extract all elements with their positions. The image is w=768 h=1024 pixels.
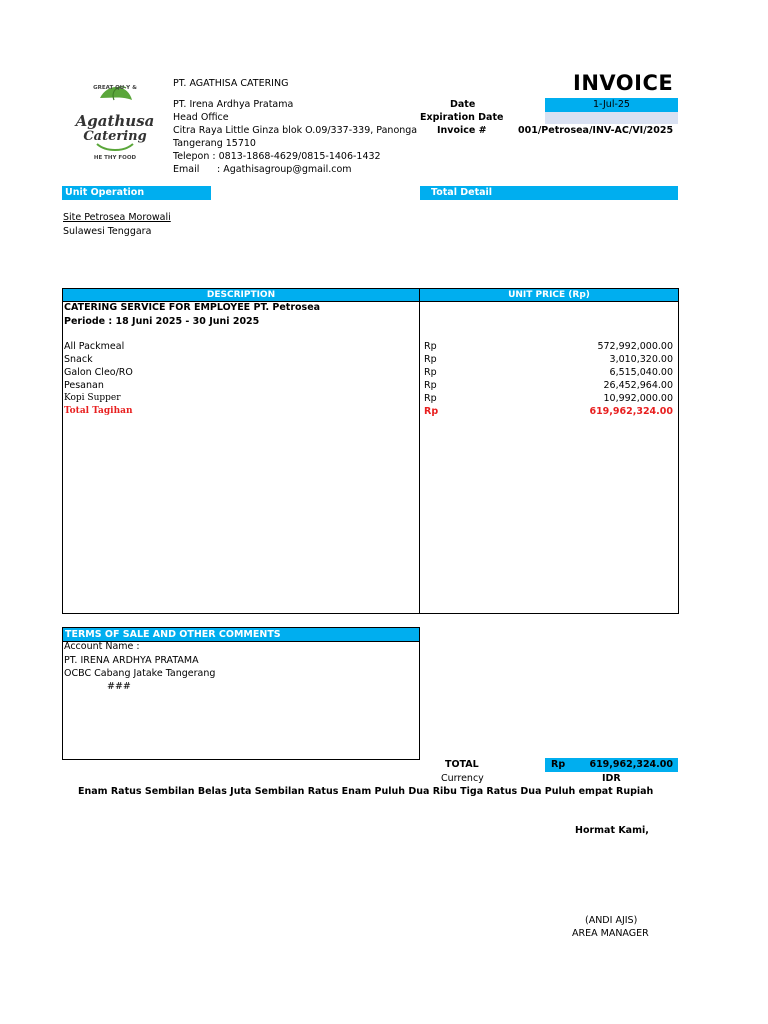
item-name: Kopi Supper [64,393,121,403]
logo-ring-top: GREAT QU Y & [93,85,137,91]
item-amount: 3,010,320.00 [609,354,673,365]
unit-price-header: UNIT PRICE (Rp) [420,289,678,302]
item-currency: Rp [424,354,437,365]
total-amount: 619,962,324.00 [589,759,673,770]
company-email-value: : Agathisagroup@gmail.com [217,164,352,175]
date-label: Date [450,99,476,110]
service-period: Periode : 18 Juni 2025 - 30 Juni 2025 [64,316,260,327]
unit-operation-bar: Unit Operation [62,186,211,200]
company-office: Head Office [173,112,229,123]
item-amount: 6,515,040.00 [609,367,673,378]
amount-in-words: Enam Ratus Sembilan Belas Juta Sembilan Ratus Enam Puluh Dua Ribu Tiga Ratus Dua Puluh empat Rupiah [78,786,654,797]
total-label: TOTAL [445,759,479,770]
date-value: 1-Jul-25 [545,98,678,112]
line-items-table [62,288,679,614]
logo-brand-line2: Catering [83,129,147,144]
item-currency: Rp [424,341,437,352]
description-header: DESCRIPTION [63,289,419,302]
expiration-value [545,112,678,124]
company-address1: Citra Raya Little Ginza blok O.09/337-339, Panonga [173,125,418,136]
total-tagihan-currency: Rp [424,406,439,417]
company-address2: Tangerang 15710 [173,138,256,149]
terms-account-number: ### [107,681,131,692]
company-email-label: Email [173,164,200,175]
terms-account-name: PT. IRENA ARDHYA PRATAMA [64,655,199,666]
company-phone: Telepon : 0813-1868-4629/0815-1406-1432 [173,151,381,162]
currency-value: IDR [602,773,621,784]
invoice-title: INVOICE [573,71,674,95]
total-tagihan-label: Total Tagihan [64,406,133,416]
logo-ring-bottom: HE THY FOOD [93,155,137,161]
item-name: Pesanan [64,380,104,391]
item-currency: Rp [424,393,437,404]
total-detail-bar: Total Detail [420,186,678,200]
item-name: Snack [64,354,93,365]
company-name: PT. AGATHISA CATERING [173,78,289,89]
terms-box [62,627,420,760]
item-amount: 10,992,000.00 [603,393,673,404]
closing-text: Hormat Kami, [575,825,649,836]
invoice-number-value: 001/Petrosea/INV-AC/VI/2025 [518,125,674,136]
table-divider [419,289,420,613]
total-currency: Rp [551,759,566,770]
terms-account-label: Account Name : [64,641,140,652]
item-name: All Packmeal [64,341,125,352]
total-tagihan-amount: 619,962,324.00 [589,406,673,417]
invoice-number-label: Invoice # [437,125,487,136]
item-amount: 26,452,964.00 [603,380,673,391]
terms-header: TERMS OF SALE AND OTHER COMMENTS [63,628,419,642]
site-name: Site Petrosea Morowali [63,212,171,223]
company-logo [70,76,160,166]
company-contact: PT. Irena Ardhya Pratama [173,99,294,110]
service-title: CATERING SERVICE FOR EMPLOYEE PT. Petrosea [64,302,321,313]
total-box [545,758,678,772]
signatory-name: (ANDI AJIS) [585,915,638,926]
site-region: Sulawesi Tenggara [63,226,152,237]
expiration-label: Expiration Date [420,112,504,123]
item-amount: 572,992,000.00 [597,341,673,352]
item-currency: Rp [424,367,437,378]
item-name: Galon Cleo/RO [64,367,133,378]
logo-brand-line1: Agathusa [75,112,155,130]
item-currency: Rp [424,380,437,391]
terms-bank: OCBC Cabang Jatake Tangerang [64,668,216,679]
currency-label: Currency [441,773,484,784]
signatory-title: AREA MANAGER [572,928,649,939]
